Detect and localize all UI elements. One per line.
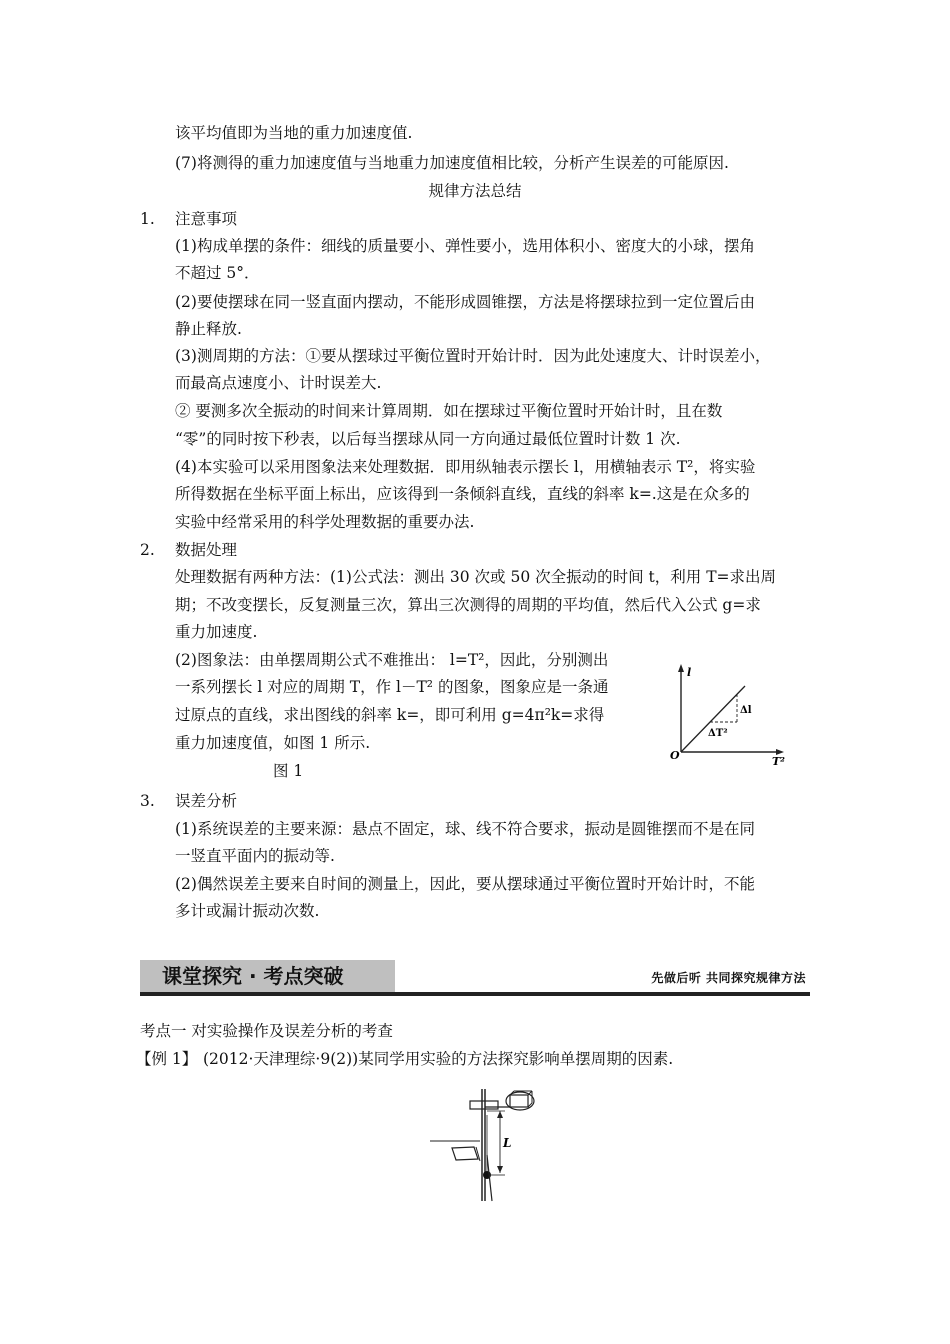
text-line: 过原点的直线，求出图线的斜率 k=，即可利用 g=4π²k=求得 — [175, 706, 605, 724]
delta-t2-label: ΔT² — [708, 728, 728, 739]
graph-line — [681, 686, 745, 752]
text-line: (2)要使摆球在同一竖直面内摆动，不能形成圆锥摆，方法是将摆球拉到一定位置后由 — [175, 293, 755, 311]
text-line: 多计或漏计振动次数. — [175, 902, 320, 920]
dimension-arrow-bottom-icon — [497, 1166, 503, 1173]
text-line: 该平均值即为当地的重力加速度值. — [175, 124, 413, 142]
dimension-arrow-top-icon — [497, 1111, 503, 1118]
x-axis-label: T² — [772, 755, 786, 768]
text-line: 重力加速度. — [175, 623, 258, 641]
banner-title: 课堂探究 · 考点突破 — [162, 964, 344, 988]
text-line: 一竖直平面内的振动等. — [175, 847, 335, 865]
text-line: (2)图象法：由单摆周期公式不难推出： l=T²，因此，分别测出 — [175, 651, 609, 669]
example-text: (2012·天津理综·9(2))某同学用实验的方法探究影响单摆周期的因素. — [203, 1050, 674, 1068]
banner-rule — [140, 992, 810, 996]
y-axis-arrow-icon — [678, 664, 684, 672]
text-line: ② 要测多次全振动的时间来计算周期．如在摆球过平衡位置时开始计时，且在数 — [175, 402, 723, 420]
list-heading: 数据处理 — [175, 541, 238, 559]
list-number: 3. — [140, 792, 155, 810]
text-line: 重力加速度值，如图 1 所示. — [175, 734, 371, 752]
list-number: 1. — [140, 210, 155, 228]
weight-block — [510, 1095, 528, 1107]
y-axis-label: l — [687, 666, 692, 679]
stand-base-plate — [452, 1147, 478, 1160]
text-line: (7)将测得的重力加速度值与当地重力加速度值相比较，分析产生误差的可能原因. — [175, 154, 729, 172]
text-line: 所得数据在坐标平面上标出，应该得到一条倾斜直线，直线的斜率 k=.这是在众多的 — [175, 485, 750, 503]
text-line: 一系列摆长 l 对应的周期 T，作 l－T² 的图象，图象应是一条通 — [175, 678, 609, 696]
list-heading: 误差分析 — [175, 792, 238, 810]
text-line: 期；不改变摆长，反复测量三次，算出三次测得的周期的平均值，然后代入公式 g=求 — [175, 596, 761, 614]
text-line: (2)偶然误差主要来自时间的测量上，因此，要从摆球通过平衡位置时开始计时，不能 — [175, 875, 755, 893]
text-line: 而最高点速度小、计时误差大. — [175, 374, 382, 392]
list-heading: 注意事项 — [175, 210, 238, 228]
origin-label: O — [670, 749, 680, 762]
section-title: 规律方法总结 — [428, 182, 522, 200]
delta-l-label: Δl — [740, 705, 752, 716]
banner-tagline: 先做后听 共同探究规律方法 — [651, 971, 806, 985]
pendulum-apparatus-figure — [430, 1085, 560, 1207]
text-line: (4)本实验可以采用图象法来处理数据．即用纵轴表示摆长 l，用横轴表示 T²，将实验 — [175, 458, 756, 476]
list-number: 2. — [140, 541, 155, 559]
text-line: 处理数据有两种方法：(1)公式法：测出 30 次或 50 次全振动的时间 t，利用 T=求出周 — [175, 568, 777, 586]
figure-1-graph — [665, 660, 815, 772]
text-line: 静止释放. — [175, 320, 242, 338]
length-label: L — [503, 1136, 512, 1150]
figure-caption: 图 1 — [273, 762, 304, 780]
section-banner — [140, 960, 810, 996]
clamp — [470, 1101, 498, 1109]
example-label: 【例 1】 — [136, 1050, 198, 1068]
text-line: “零”的同时按下秒表，以后每当摆球从同一方向通过最低位置时计数 1 次. — [175, 430, 681, 448]
text-line: (3)测周期的方法：①要从摆球过平衡位置时开始计时．因为此处速度大、计时误差小， — [175, 347, 771, 365]
kaodian-title: 考点一 对实验操作及误差分析的考查 — [140, 1022, 393, 1040]
text-line: (1)系统误差的主要来源：悬点不固定，球、线不符合要求，振动是圆锥摆而不是在同 — [175, 820, 755, 838]
text-line: 不超过 5°． — [175, 264, 260, 282]
text-line: 实验中经常采用的科学处理数据的重要办法. — [175, 513, 475, 531]
text-line: (1)构成单摆的条件：细线的质量要小、弹性要小，选用体积小、密度大的小球，摆角 — [175, 237, 755, 255]
